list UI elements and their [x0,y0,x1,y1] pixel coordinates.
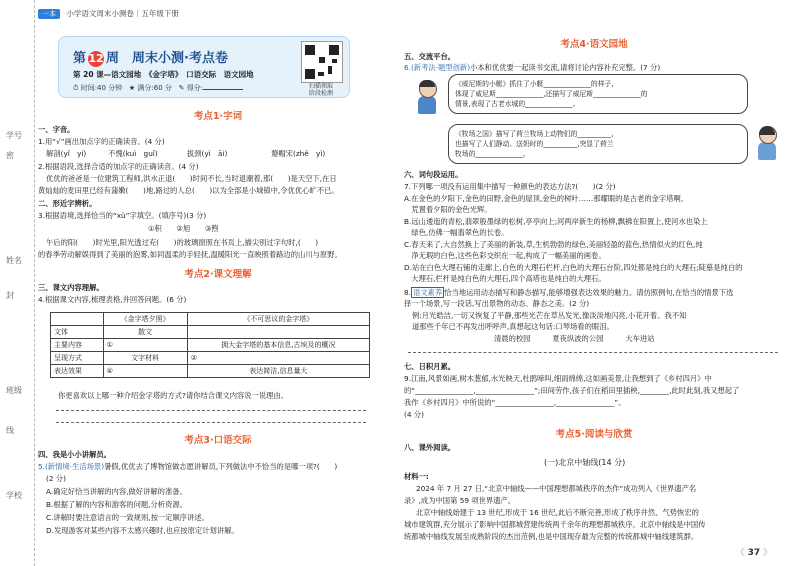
section-1-heading [158,108,278,122]
answer-line[interactable] [56,422,366,423]
table-header-row [51,313,370,326]
q6 [404,63,660,72]
q4-followup: 你更喜欢以上哪一种介绍金字塔的方式?请你结合课文内容说一说理由。 [58,391,289,400]
q-part-a: 一、字音。 [38,125,75,134]
week-number: 12 [88,52,104,65]
q5-option-a: A.确定好恰当讲解的内容,做好讲解的准备。 [46,487,187,496]
table-cell: 呈现方式 [51,352,104,365]
section-5-heading [514,426,674,440]
bubble1-line-2: 体现了威尼斯______________,还描写了威尼斯______________的 [455,90,648,98]
section-3-heading [148,432,288,446]
table-row [51,339,370,352]
q5-text: 暑假,优优去了博物馆做志愿讲解员,下列做法中不恰当的是哪一项?( ) [104,462,338,471]
q7-option-b-2: 绿色,仿佛一幅翡翠色的长卷。 [404,228,509,237]
q9-line-2: 的“________________,________________”;田间劳作,孩子们在稻田里插秧,________,此时此刻,我又想起了 [404,386,740,395]
table-cell: 文体 [51,326,104,339]
time-limit: 时间:40 分钟 [80,84,123,92]
pen-icon: ✎ [178,84,185,92]
q3-line-1: 午后的阳( )时光里,阳光透过充( )的玻璃窗照在书页上,描尖别过字句时,( ) [46,238,319,247]
bubble2-line-1: 《牧场之国》描写了荷兰牧场上动物们的__________, [455,130,614,138]
q1: 1.用“√”画出加点字的正确读音。(4 分) [38,137,165,146]
full-score: 满分:60 分 [137,84,172,92]
speech-bubble-1 [448,74,748,114]
q8-example-2: 道那些千年已不再发出呼呼声,真想起这句话:口琴场看的眼泪。 [412,322,614,331]
table-cell[interactable]: ④ [103,365,187,378]
q8-tag-box: 语文素养 [412,288,443,297]
q7-option-d-1: D.站在白色大理石铺的走廊上,白色的大理石栏杆,白色的大理石台阶,四处都是纯白的大理石;陡墓是纯白的 [404,263,743,272]
clock-icon: ⏱ [73,84,79,92]
table-header-cell [51,313,104,326]
answer-line[interactable] [408,352,778,353]
week-title [73,47,228,67]
q9-line-1: 9.江南,风景如画,树木葱郁,水光映天,杜鹃啼叫,细雨绵绵,这如画美景,让我想到了《乡村四月》中 [404,374,712,383]
series-header [38,8,378,20]
q5-score: (2 分) [46,474,66,483]
q3-options: ①积 ②旭 ③煦 [148,224,219,233]
q5 [38,462,337,471]
q-part-h: 八、课外阅读。 [404,443,456,452]
q2-line-1: 优优的爸爸是一位建筑工程师,洪水正退( )时间不长,当时退潮着,那( )是天空下,在日 [46,174,337,183]
section-2-title: 考点2·课文理解 [184,269,252,280]
table-header-cell: 《不可思议的金字塔》 [187,313,369,326]
q6-tag: 6.(新考法·题型创新) [404,63,471,72]
title-box [58,36,350,98]
gutter-name-label: 姓名 [6,256,22,265]
passage-title: (一)北京中轴线(14 分) [544,458,626,467]
q7-option-a-1: A.在金色的夕阳下,金色的田野,金色的屋顶,金色的树叶……那耀眼的是古老的金字塔啊, [404,194,684,203]
bubble2-line-2: 也描写了人们静动、送奶时的__________,突显了荷兰 [455,140,614,148]
q3-line-2: 的春季劳动解娱得到了美丽的泡雾,如同温柔的手轻抚,温暖阳光一直映照着路边的山川与原野。 [38,250,342,259]
q5-option-b: B.根据了解的内容和游客的问题,分析资源。 [46,500,187,509]
section-3-title: 考点3·口语交际 [184,435,252,446]
answer-line[interactable] [56,410,366,411]
table-cell: 拥大金字塔的基本信息,古埃及的概况 [187,339,369,352]
section-1-title: 考点1·字词 [193,111,243,122]
section-2-heading [148,266,288,280]
prev-page-icon[interactable]: 《 [735,548,745,558]
passage-line-3: 北京中轴线始建于 13 世纪,形成于 16 世纪,此后不断完善,形成了秩序井然、气势恢宏的 [416,508,699,517]
gutter-school-label: 学校 [6,491,22,500]
table-cell: 表达简洁,信息量大 [187,365,369,378]
right-column [404,0,784,566]
girl-avatar [756,126,778,160]
speech-bubble-2 [448,124,748,164]
q9-score: (4 分) [404,410,424,419]
passage-line-2: 录》,成为中国第 59 项世界遗产。 [404,496,516,505]
q8-number: 8. [404,288,411,297]
q8-text-2: 择一个场景,写一段话,写出景物的动态、静态之美。(2 分) [404,299,590,308]
q-part-d: 四、我是小小讲解员。 [38,450,111,459]
section-5-title: 考点5·阅读与欣赏 [555,429,633,440]
q3: 3.根据语境,选择恰当的“xù”字填空。(填序号)(3 分) [38,211,207,220]
q7: 7.下列哪一项没有运用集中描写一种颜色的表达方法?( )(2 分) [404,182,616,191]
q2: 2.根据语段,选择合适的加点字的正确读音。(4 分) [38,162,199,171]
star-icon: ★ [128,84,136,92]
bubble2-line-3: 牧场的______________。 [455,150,530,158]
week-prefix: 第 [73,51,87,66]
q-part-c: 三、课文内容理解。 [38,283,104,292]
table-cell: 表达效果 [51,365,104,378]
table-header-cell: 《金字塔夕照》 [103,313,187,326]
q8 [404,288,733,297]
table-cell[interactable] [187,326,369,339]
passage-line-4: 城市建筑群,充分展示了影响中国都城营建传统两千余年的理想都城秩序。北京中轴线是中国传 [404,520,706,529]
q4: 4.根据课文内容,梳理表格,并回答问题。(6 分) [38,295,187,304]
table-cell[interactable]: ① [103,339,187,352]
left-column [38,0,388,566]
page-number-value: 37 [747,548,761,558]
table-row [51,326,370,339]
series-title: 小学语文周末小测卷｜五年级下册 [66,9,179,18]
section-4-heading [524,36,664,50]
q9-line-3: 我作《乡村四月》中所说的“________________,________________”。 [404,398,626,407]
table-cell: 主要内容 [51,339,104,352]
q-part-g: 七、日积月累。 [404,362,456,371]
q-part-b: 二、形近字辨析。 [38,199,97,208]
q7-option-d-2: 大理石,栏杆是纯白色的大理石,四个高塔也是纯白的大理石。 [404,274,606,283]
gutter-seal-3: 线 [6,426,14,435]
page-number [736,545,772,558]
table-cell[interactable]: ② [187,352,369,365]
table-row [51,352,370,365]
gutter-class-label: 班级 [6,386,22,395]
q2-line-2: 黄灿灿的麦田里已经有蒲嫩( )地,路过的人总( )以为全部是小城镇中,令优优心旷不已。 [38,186,339,195]
material-label: 材料一: [404,472,429,481]
next-page-icon[interactable]: 》 [762,548,772,558]
binding-gutter [0,0,35,566]
q5-tag: 5.(新情境·生活场景) [38,462,105,471]
qr-caption: 扫描领取 阶段检测 [308,83,333,97]
score-field: 得分: [186,84,204,92]
q8-scene-options: 清晨的校园 夏夜纵波的公园 大车进站 [494,334,655,343]
section-4-title: 考点4·语文园地 [560,39,628,50]
bubble1-line-1: 《威尼斯的小艇》抓住了小艇______________的样子, [455,80,614,88]
qr-code[interactable] [301,41,343,83]
gutter-seal-2: 封 [6,291,14,300]
q8-text: 恰当地运用动态描写和静态描写,能够增强表达效果的魅力。请仿照例句,在恰当的情景下选 [444,288,734,297]
boy-avatar [416,80,438,114]
q7-option-b-1: B.远山逶迤的青松,翡翠般墨绿的松树,亭亭向上;河两岸新生的杨柳,飘拂在阳置上,使河水也染上 [404,217,708,226]
table-cell: 文字材料 [103,352,187,365]
q6-text: 小本和优优要一起读书交流,请将讨论内容补充完整。(7 分) [470,63,661,72]
passage-line-1: 2024 年 7 月 27 日,“北京中轴线——中国理想都城秩序的杰作”成功列入《世界遗产名 [416,484,697,493]
q5-option-c: C.讲解时要注意语言的一致规则,按一定顺序讲述。 [46,513,209,522]
q-part-e: 五、交流平台。 [404,52,456,61]
table-cell: 散文 [103,326,187,339]
comparison-table [50,312,370,378]
q-part-f: 六、词句段运用。 [404,170,463,179]
q1-options: 解剖(yǐ yí) 不愧(kuì guǐ) 拔颈(yì āi) 嫠帽宋(zhě yì) [46,149,326,158]
gutter-seal-1: 密 [6,151,14,160]
q7-option-c-1: C.春天来了,大自然换上了美丽的新装,草,生机勃勃的绿色,美丽轻盈的蓝色,热情似火的红色,纯 [404,240,703,249]
q7-option-a-2: 荒置着夕阳的金色光辉。 [404,205,492,214]
gutter-id-label: 学号 [6,131,22,140]
passage-line-5: 统都城中轴线发展至成熟阶段的杰出范例,也是中国现存最为完整的传统都城中轴线建筑群。 [404,532,699,541]
table-row [51,365,370,378]
q5-option-d: D.发现游客对某些内容不太感兴趣时,也应按原定计划讲解。 [46,526,239,535]
lesson-line: 第 20 课—语文园地 《金字塔》 口语交际 语文园地 [73,70,254,79]
q8-example-1: 例:月光皓洁,一切又恢复了平静,那些光芒在草丛发光,像淡淡地闪亮,小花开着。我不知 [412,311,687,320]
brand-tag: 一本 [38,9,60,19]
bubble1-line-3: 情景,表现了古老水城的______________。 [455,100,580,108]
week-suffix: 周 周末小测·考点卷 [106,51,228,66]
q7-option-c-2: 净无瑕的白色,这些色彩交织在一起,构成了一幅美丽的画卷。 [404,251,606,260]
exam-meta [73,83,243,93]
